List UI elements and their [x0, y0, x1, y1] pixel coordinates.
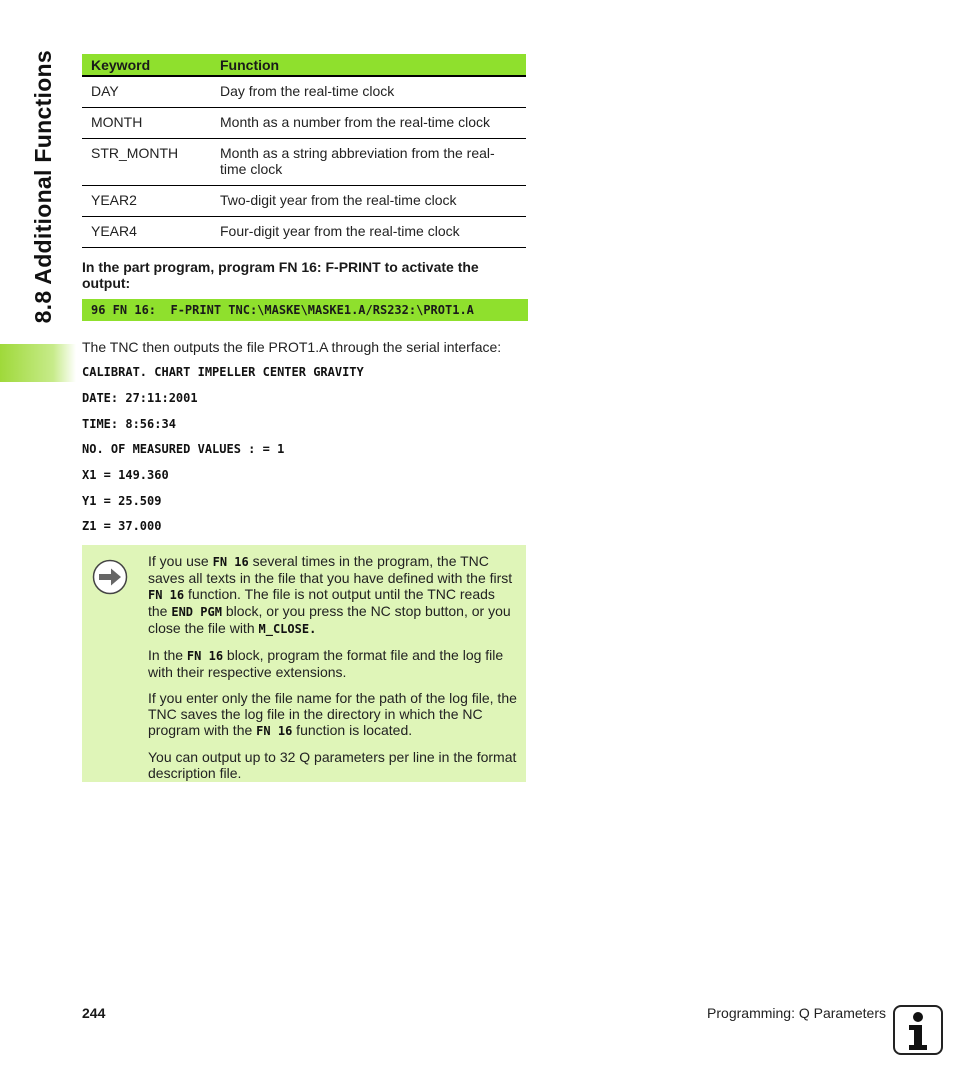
section-title-text: 8.8 Additional Functions — [30, 50, 56, 324]
keyword-cell: MONTH — [82, 108, 211, 139]
code-example: 96 FN 16: F-PRINT TNC:\MASKE\MASKE1.A/RS232:\PROT1.A — [82, 299, 528, 321]
table-header-row — [82, 54, 526, 76]
output-line: CALIBRAT. CHART IMPELLER CENTER GRAVITY — [82, 365, 364, 379]
arrow-right-icon — [92, 559, 126, 593]
table-row — [82, 139, 526, 186]
output-intro: The TNC then outputs the file PROT1.A through the serial interface: — [82, 339, 502, 355]
function-cell: Month as a number from the real-time clock — [211, 108, 526, 139]
function-cell: Day from the real-time clock — [211, 76, 526, 108]
info-icon — [893, 1005, 943, 1055]
note-paragraph: You can output up to 32 Q parameters per line in the format description file. — [148, 749, 517, 781]
output-line: TIME: 8:56:34 — [82, 417, 176, 431]
program-heading: In the part program, program FN 16: F-PRINT to activate the output: — [82, 259, 479, 291]
note-text — [148, 553, 518, 791]
keyword-column-header: Keyword — [82, 54, 211, 76]
keyword-cell: YEAR2 — [82, 186, 211, 217]
page-number: 244 — [82, 1005, 106, 1021]
section-tab-marker — [0, 344, 76, 382]
output-line: Z1 = 37.000 — [82, 519, 162, 533]
footer-title: Programming: Q Parameters — [707, 1005, 886, 1021]
function-cell: Two-digit year from the real-time clock — [211, 186, 526, 217]
keyword-cell: YEAR4 — [82, 217, 211, 248]
output-line: DATE: 27:11:2001 — [82, 391, 198, 405]
table-row — [82, 76, 526, 108]
table-row — [82, 108, 526, 139]
table-row — [82, 217, 526, 248]
section-side-title — [26, 50, 60, 350]
function-column-header: Function — [211, 54, 526, 76]
output-line: X1 = 149.360 — [82, 468, 169, 482]
note-paragraph: In the FN 16 block, program the format file and the log file with their respective extensions. — [148, 647, 504, 680]
note-paragraph: If you enter only the file name for the path of the log file, the TNC saves the log file in the directory in which the NC program with the FN 16 function is located. — [148, 690, 517, 738]
function-cell: Month as a string abbreviation from the real-time clock — [211, 139, 526, 186]
table-row — [82, 186, 526, 217]
output-line: Y1 = 25.509 — [82, 494, 162, 508]
keyword-cell: STR_MONTH — [82, 139, 211, 186]
keyword-cell: DAY — [82, 76, 211, 108]
function-cell: Four-digit year from the real-time clock — [211, 217, 526, 248]
output-line: NO. OF MEASURED VALUES : = 1 — [82, 442, 285, 456]
note-paragraph: If you use FN 16 several times in the program, the TNC saves all texts in the file that you have defined with the first FN 16 function. The file is not output until the TNC reads the END PGM block, or you press the NC stop button, or you close the file with M_CLOSE. — [148, 553, 513, 636]
note-box — [82, 545, 526, 782]
keyword-table — [82, 54, 526, 248]
